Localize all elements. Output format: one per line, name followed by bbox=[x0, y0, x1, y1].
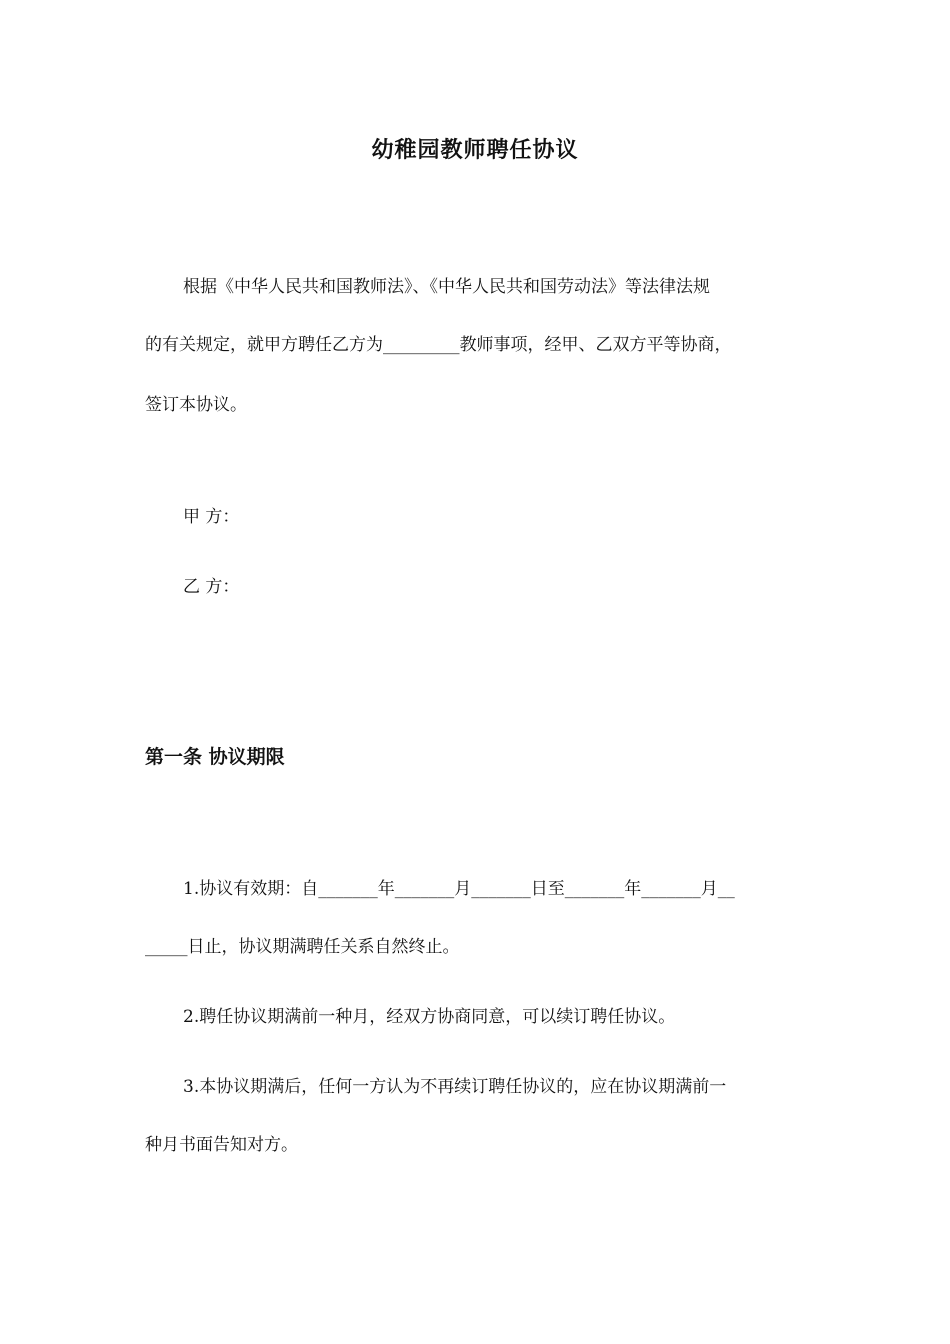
section-1-line-3: 2.聘任协议期满前一种月，经双方协商同意，可以续订聘任协议。 bbox=[183, 1007, 676, 1027]
section-1-heading: 第一条 协议期限 bbox=[145, 746, 285, 768]
preamble-line-1: 根据《中华人民共和国教师法》、《中华人民共和国劳动法》等法律法规 bbox=[183, 277, 710, 297]
preamble-line-2: 的有关规定，就甲方聘任乙方为_________教师事项，经甲、乙双方平等协商， bbox=[145, 335, 732, 355]
party-b-label: 乙 方： bbox=[183, 577, 240, 597]
section-1-line-4: 3.本协议期满后，任何一方认为不再续订聘任协议的，应在协议期满前一 bbox=[183, 1077, 727, 1097]
party-a-label: 甲 方： bbox=[183, 507, 240, 527]
document-title: 幼稚园教师聘任协议 bbox=[371, 138, 579, 163]
section-1-line-1: 1.协议有效期：自_______年_______月_______日至_______年_______月__ bbox=[183, 879, 735, 899]
section-1-line-2: _____日止，协议期满聘任关系自然终止。 bbox=[145, 937, 460, 957]
section-1-line-5: 种月书面告知对方。 bbox=[145, 1135, 298, 1155]
preamble-line-3: 签订本协议。 bbox=[145, 395, 247, 415]
